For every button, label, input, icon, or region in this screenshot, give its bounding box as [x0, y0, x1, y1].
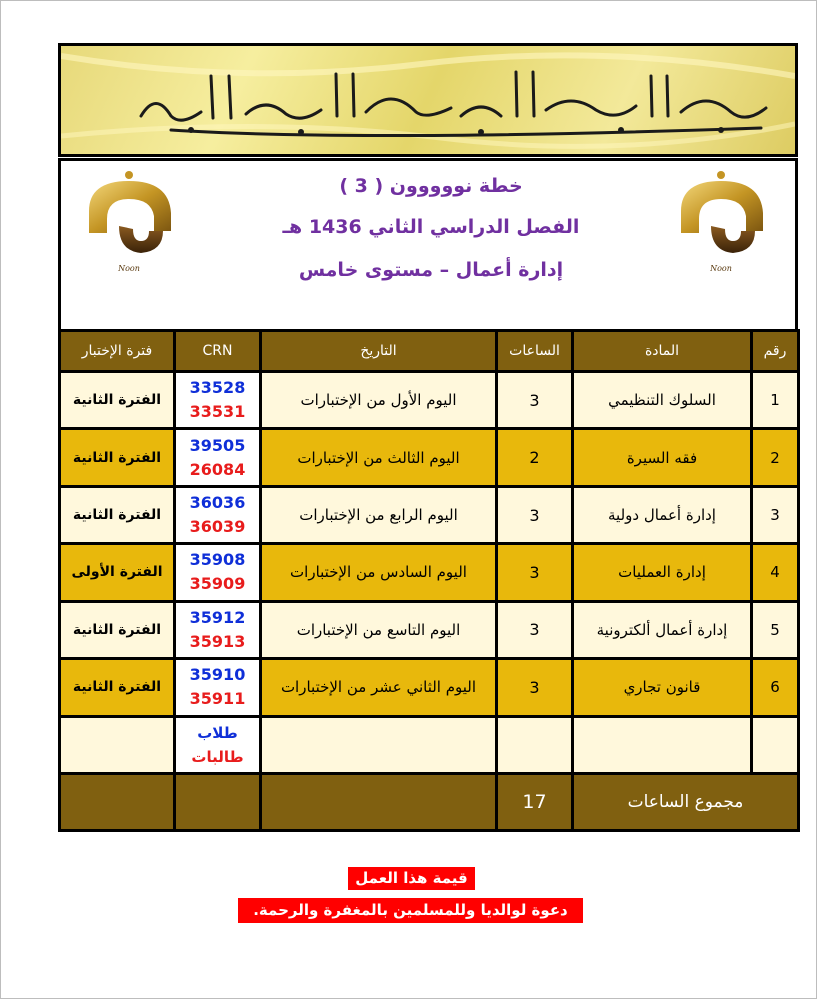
crn-male: 36036: [189, 493, 246, 513]
legend-row: [60, 716, 799, 773]
crn-female: 33531: [189, 402, 246, 422]
calligraphy-banner: [58, 43, 798, 157]
calligraphy-text: سبحان الله وبحمده سبحان الله العظيم: [419, 146, 437, 147]
crn-female: 35909: [189, 574, 246, 594]
svg-text:Noon: Noon: [710, 264, 732, 273]
row-hours: 3: [497, 601, 573, 658]
noon-logo-icon: [671, 171, 771, 276]
row-subject: فقه السيرة: [573, 429, 752, 486]
noon-logo-icon: [79, 171, 179, 276]
total-row: [60, 774, 799, 831]
header-date: التاريخ: [261, 331, 497, 372]
row-crn: [175, 544, 261, 601]
row-subject: إدارة العمليات: [573, 544, 752, 601]
svg-text:Noon: Noon: [118, 264, 140, 273]
row-crn: [175, 659, 261, 716]
legend-female: طالبات: [191, 747, 244, 766]
blank-cell: [752, 716, 799, 773]
row-date: اليوم الثاني عشر من الإختبارات: [261, 659, 497, 716]
row-num: 3: [752, 486, 799, 543]
row-hours: 2: [497, 429, 573, 486]
row-period: الفترة الثانية: [60, 372, 175, 429]
row-num: 1: [752, 372, 799, 429]
legend-male: طلاب: [197, 723, 238, 742]
blank-cell: [261, 774, 497, 831]
row-date: اليوم الأول من الإختبارات: [261, 372, 497, 429]
blank-cell: [175, 774, 261, 831]
row-num: 4: [752, 544, 799, 601]
crn-female: 26084: [189, 459, 246, 479]
header-hours: الساعات: [497, 331, 573, 372]
header-crn: CRN: [175, 331, 261, 372]
row-hours: 3: [497, 544, 573, 601]
header-num: رقم: [752, 331, 799, 372]
footer-dua: دعوة لوالديا وللمسلمين بالمغفرة والرحمة.: [238, 898, 583, 923]
blank-cell: [60, 774, 175, 831]
blank-cell: [261, 716, 497, 773]
row-num: 6: [752, 659, 799, 716]
row-period: الفترة الثانية: [60, 601, 175, 658]
exam-schedule-table: [58, 329, 800, 832]
program-line: إدارة أعمال – مستوى خامس: [298, 259, 564, 281]
row-date: اليوم الثالث من الإختبارات: [261, 429, 497, 486]
crn-female: 36039: [189, 517, 246, 537]
table-header-row: [60, 331, 799, 372]
plan-header: [58, 158, 798, 334]
row-num: 5: [752, 601, 799, 658]
crn-legend: [175, 716, 261, 773]
blank-cell: [573, 716, 752, 773]
row-period: الفترة الأولى: [60, 544, 175, 601]
row-period: الفترة الثانية: [60, 486, 175, 543]
crn-male: 35912: [189, 607, 246, 627]
row-period: الفترة الثانية: [60, 659, 175, 716]
row-period: الفترة الثانية: [60, 429, 175, 486]
row-crn: [175, 486, 261, 543]
row-num: 2: [752, 429, 799, 486]
table-row: [60, 372, 799, 429]
calligraphy-art-icon: [61, 46, 795, 154]
crn-male: 39505: [189, 435, 246, 455]
row-hours: 3: [497, 486, 573, 543]
row-hours: 3: [497, 372, 573, 429]
row-date: اليوم التاسع من الإختبارات: [261, 601, 497, 658]
semester-line: الفصل الدراسي الثاني 1436 هـ: [282, 216, 580, 238]
table-row: [60, 601, 799, 658]
crn-female: 35911: [189, 689, 246, 709]
row-hours: 3: [497, 659, 573, 716]
row-crn: [175, 429, 261, 486]
blank-cell: [497, 716, 573, 773]
plan-title: خطة نووووون ( 3 ): [339, 175, 523, 197]
table-row: [60, 486, 799, 543]
crn-male: 35910: [189, 665, 246, 685]
row-subject: قانون تجاري: [573, 659, 752, 716]
table-row: [60, 429, 799, 486]
row-crn: [175, 372, 261, 429]
crn-male: 35908: [189, 550, 246, 570]
table-row: [60, 544, 799, 601]
row-subject: السلوك التنظيمي: [573, 372, 752, 429]
row-date: اليوم السادس من الإختبارات: [261, 544, 497, 601]
blank-cell: [60, 716, 175, 773]
row-date: اليوم الرابع من الإختبارات: [261, 486, 497, 543]
row-subject: إدارة أعمال ألكترونية: [573, 601, 752, 658]
row-subject: إدارة أعمال دولية: [573, 486, 752, 543]
header-subject: المادة: [573, 331, 752, 372]
crn-male: 33528: [189, 378, 246, 398]
total-hours-value: 17: [497, 774, 573, 831]
header-period: فترة الإختبار: [60, 331, 175, 372]
table-row: [60, 659, 799, 716]
crn-female: 35913: [189, 631, 246, 651]
footer-value-label: قيمة هذا العمل: [348, 867, 475, 890]
row-crn: [175, 601, 261, 658]
total-hours-label: مجموع الساعات: [573, 774, 799, 831]
